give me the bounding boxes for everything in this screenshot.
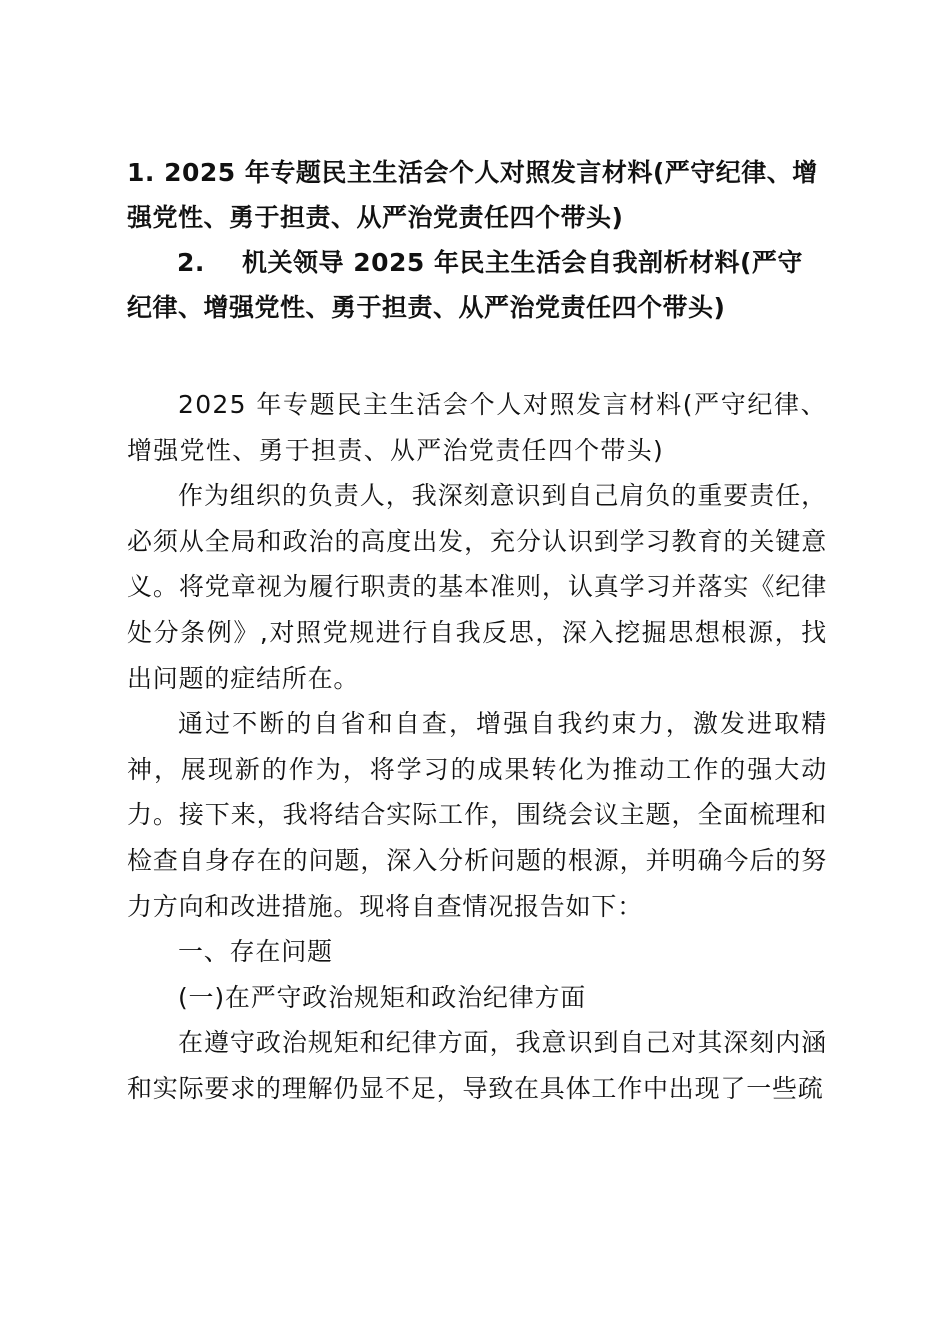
section-gap	[127, 330, 827, 382]
toc-item-2-text: 机关领导 2025 年民主生活会自我剖析材料(严守纪律、增强党性、勇于担责、从严治党责任四个带头)	[127, 248, 803, 322]
document-page	[127, 150, 827, 1112]
paragraph-2: 通过不断的自省和自查，增强自我约束力，激发进取精神，展现新的作为，将学习的成果转化为推动工作的强大动力。接下来，我将结合实际工作，围绕会议主题，全面梳理和检查自身存在的问题，深入分析问题的根源，并明确今后的努力方向和改进措施。现将自查情况报告如下：	[127, 709, 827, 921]
toc-item-2	[127, 240, 827, 330]
subsection-heading-1: (一)在严守政治规矩和政治纪律方面	[178, 982, 587, 1012]
paragraph-1: 作为组织的负责人，我深刻意识到自己肩负的重要责任，必须从全局和政治的高度出发，充分认识到学习教育的关键意义。将党章视为履行职责的基本准则，认真学习并落实《纪律处分条例》,对照党规进行自我反思，深入挖掘思想根源，找出问题的症结所在。	[127, 481, 827, 693]
toc-item-1: 1. 2025 年专题民主生活会个人对照发言材料(严守纪律、增强党性、勇于担责、从严治党责任四个带头)	[127, 158, 818, 232]
section-heading-1: 一、存在问题	[178, 937, 333, 967]
paragraph-3: 在遵守政治规矩和纪律方面，我意识到自己对其深刻内涵和实际要求的理解仍显不足，导致在具体工作中出现了一些疏	[127, 1028, 827, 1103]
article-title: 2025 年专题民主生活会个人对照发言材料(严守纪律、增强党性、勇于担责、从严治党责任四个带头)	[127, 390, 827, 465]
toc-item-2-number: 2.	[177, 248, 205, 277]
